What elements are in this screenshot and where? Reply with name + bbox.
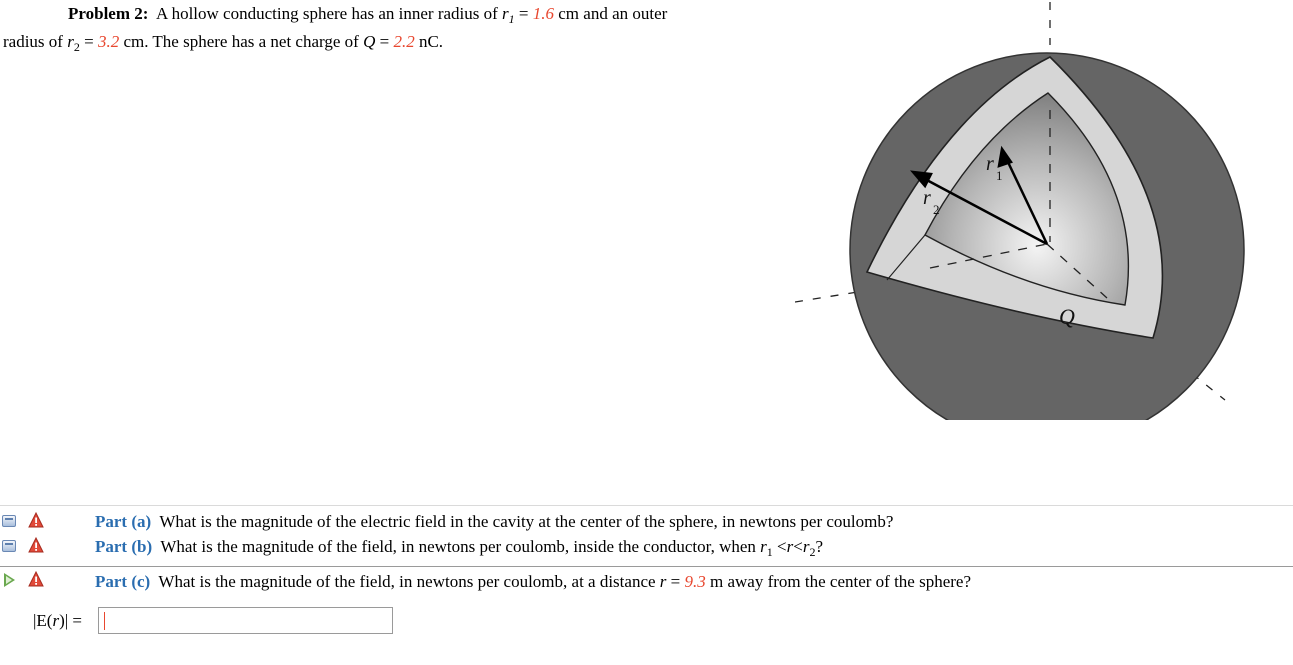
r1-symbol: r	[502, 4, 509, 23]
problem-statement-line-2: radius of $r_2 = 3.2$ cm. The sphere has a net charge of Q = 2.2 nC.	[3, 32, 444, 54]
figure-label-r1: r	[986, 153, 994, 175]
part-b-label[interactable]: Part (b)	[95, 537, 153, 556]
part-b-r: r	[786, 537, 794, 556]
figure-label-r2: r	[923, 187, 931, 209]
figure-label-r1-sub: 1	[996, 168, 1003, 183]
part-a-text: What is the magnitude of the electric field in the cavity at the center of the sphere, in newtons per coulomb?	[159, 512, 894, 531]
r1-value: 1.6	[532, 4, 555, 23]
part-a-label[interactable]: Part (a)	[95, 512, 152, 531]
part-b-r1-sub: 1	[766, 545, 773, 559]
part-b-r2: r	[802, 537, 810, 556]
part-b-text: What is the magnitude of the field, in newtons per coulomb, inside the conductor, when	[160, 537, 756, 556]
part-a-question	[95, 512, 893, 532]
play-icon	[4, 573, 15, 587]
part-b-r1: r	[760, 537, 767, 556]
answer-label	[33, 611, 82, 631]
answer-input[interactable]	[98, 607, 393, 634]
part-b-status	[2, 537, 44, 555]
answer-label-pre: |E(	[33, 611, 53, 630]
problem-label: Problem 2:	[68, 4, 149, 23]
figure-label-r2-sub: 2	[933, 202, 940, 217]
part-c-question	[95, 572, 971, 592]
part-c-status	[2, 571, 44, 589]
q-symbol: Q	[363, 32, 376, 51]
r1-subscript: 1	[508, 12, 515, 26]
part-b-lt2: <	[793, 537, 803, 556]
warning-icon	[28, 537, 44, 553]
figure-label-q: Q	[1059, 304, 1075, 329]
r2-value: 3.2	[97, 32, 120, 51]
problem-text-continued: radius of	[3, 32, 63, 51]
part-a-status	[2, 512, 44, 530]
part-b-lt1: <	[777, 537, 787, 556]
hint-icon[interactable]	[2, 540, 16, 552]
q-unit: nC.	[418, 32, 444, 51]
r2-subscript: 2	[73, 40, 80, 54]
answer-label-r: r	[52, 611, 60, 630]
part-b-end: ?	[815, 537, 824, 556]
part-c-distance-value: 9.3	[684, 572, 706, 591]
part-b-question	[95, 537, 823, 557]
separator-active-part	[0, 566, 1293, 567]
text-caret	[104, 612, 105, 630]
part-c-r: r	[659, 572, 667, 591]
separator-top	[0, 505, 1293, 506]
problem-text: A hollow conducting sphere has an inner radius of	[155, 4, 498, 23]
r2-unit: cm. The sphere has a net charge of	[123, 32, 359, 51]
hint-icon[interactable]	[2, 515, 16, 527]
part-c-text-end: m away from the center of the sphere?	[710, 572, 972, 591]
answer-label-post: )| =	[59, 611, 82, 630]
warning-icon	[28, 571, 44, 587]
part-b-r2-sub: 2	[809, 545, 816, 559]
part-c-eq: =	[670, 572, 681, 591]
hollow-sphere-figure	[795, 0, 1255, 420]
q-value: 2.2	[393, 32, 415, 51]
part-c-label[interactable]: Part (c)	[95, 572, 151, 591]
r1-unit: cm and an outer	[558, 4, 668, 23]
part-c-text: What is the magnitude of the field, in newtons per coulomb, at a distance	[158, 572, 656, 591]
warning-icon	[28, 512, 44, 528]
r2-symbol: r	[67, 32, 74, 51]
problem-statement-line-1: Problem 2: A hollow conducting sphere has an inner radius of $r_1 = 1.6$ cm and an outer	[68, 4, 668, 26]
